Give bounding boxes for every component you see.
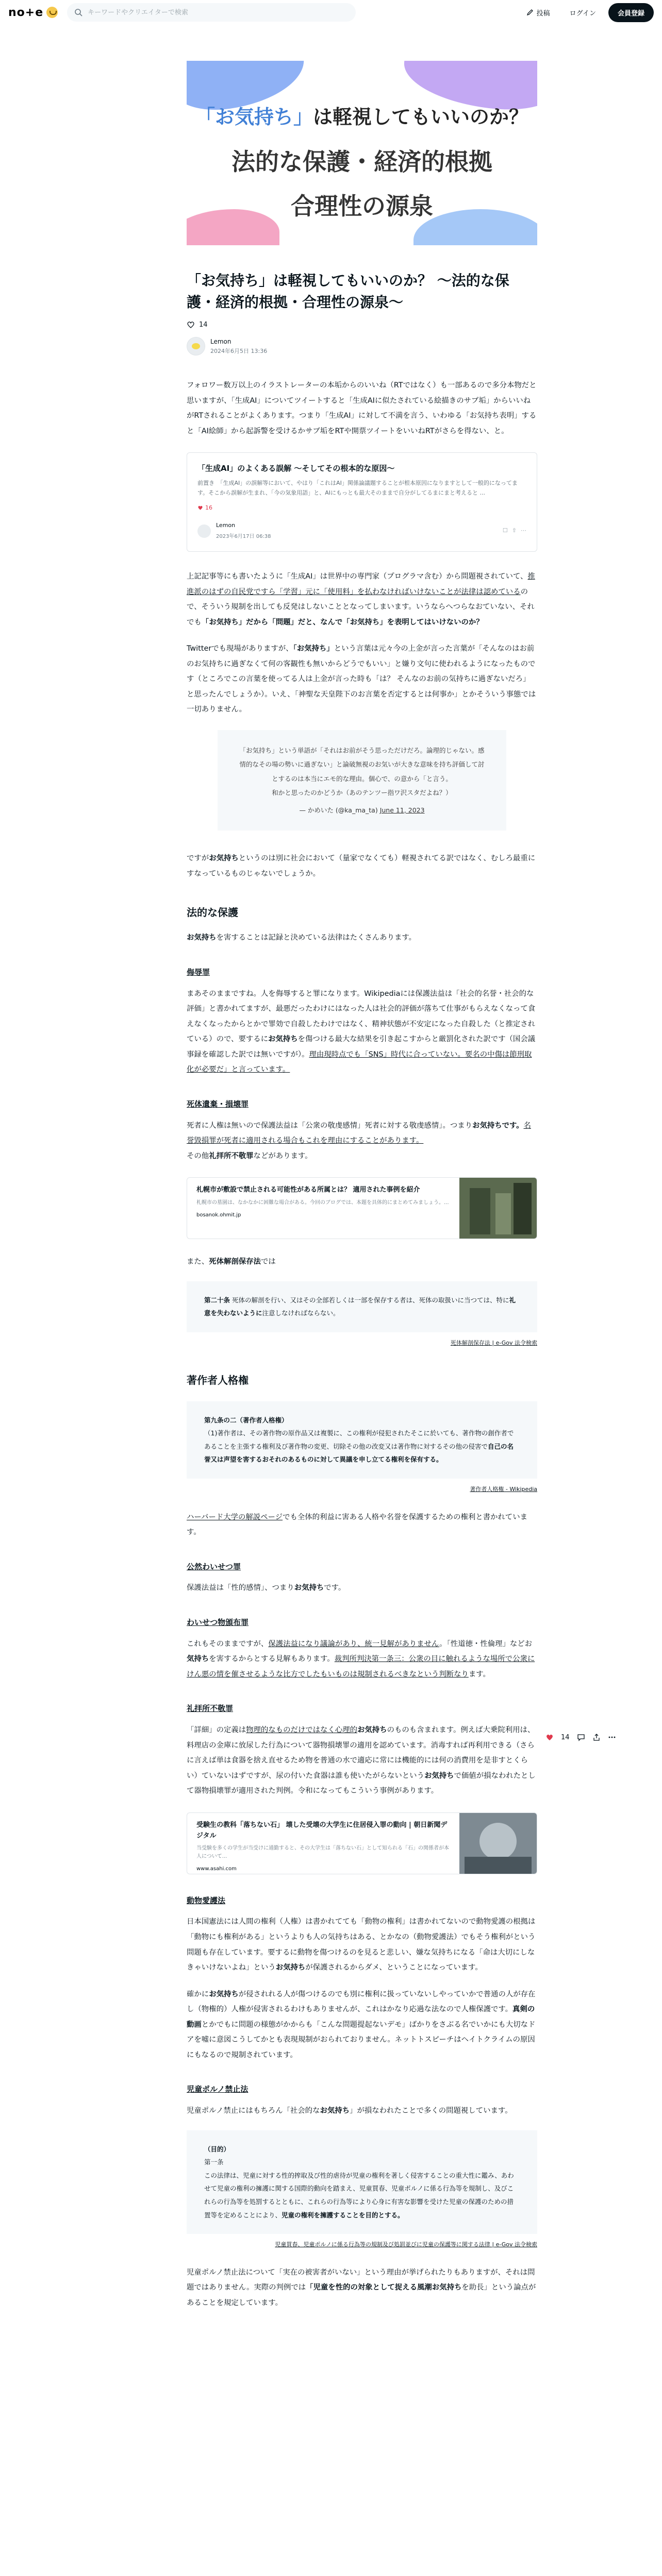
card-url: bosanok.ohmit.jp <box>196 1212 241 1218</box>
floating-action-bar <box>545 1733 616 1741</box>
author-avatar[interactable] <box>187 337 205 355</box>
paragraph: また、死体解剖保存法では <box>187 1258 276 1266</box>
side-like-count: 14 <box>561 1733 570 1741</box>
subsection-heading: 児童ポルノ禁止法 <box>187 2084 249 2094</box>
heart-icon <box>197 505 203 511</box>
tweet-text: 和かと思ったのかどうか（あのテンツー指ワ沢スタだよね？） <box>272 789 452 797</box>
article-column <box>187 61 537 2322</box>
publish-date: 2024年6月5日 13:36 <box>210 347 268 354</box>
link-card[interactable] <box>187 1177 537 1239</box>
subsection-heading: わいせつ物頒布罪 <box>187 1617 249 1627</box>
embed-footer <box>197 520 526 542</box>
embedded-note-card[interactable] <box>187 452 537 552</box>
card-title: 札幌市が敷設で禁止される可能性がある所属とは？ 適用された事例を紹介 <box>196 1186 420 1194</box>
subsection-heading: 礼拝所不敬罪 <box>187 1704 234 1714</box>
post-button[interactable] <box>519 4 557 22</box>
post-label: 投稿 <box>536 9 550 18</box>
more-icon[interactable]: ⋯ <box>521 527 526 534</box>
paragraph: 死者に人権は無いので保護法益は「公衆の敬虔感情」死者に対する敬虔感情」。つまりお気持ちです。名誉毀損罪が死者に適用される場合もこれを理由にすることがあります。 その他礼拝所不敬罪などがあります。 <box>187 1121 531 1160</box>
law-quote: 第九条の二（著作者人格権） （1)著作者は、その著作物の原作品又は複製に、この権利が侵犯されたそこに於いても、著作物の創作者であることを主張する権利及び著作物の変更、切除その他の改変又は著作物に対するその他の侵害で自己の名誉又は声望を害するおそれのあるものに対して異議を申し立てる権利を保有する。 <box>187 1401 537 1479</box>
article-title: 「お気持ち」は軽視してもいいのか？ 〜法的な保護・経済的根拠・合理性の源泉〜 <box>187 272 509 311</box>
search-bar[interactable] <box>67 3 356 22</box>
paragraph: ですがお気持ちというのは別に社会において（量家でなくても）軽視されてる訳ではなく、むしろ最重にすなっているものじゃないでしょうか。 <box>187 854 536 878</box>
subsection-heading: 動物愛護法 <box>187 1895 226 1905</box>
embed-author: Lemon <box>216 522 236 529</box>
paragraph: 保護法益は「性的感情」、つまりお気持ちです。 <box>187 1584 346 1592</box>
bookmark-icon[interactable]: ☐ <box>502 527 508 534</box>
card-title: 受験生の教科「落ちない石」 壊した受壊の大学生に住居侵入罪の動向 | 朝日新聞デジタル <box>196 1821 448 1840</box>
inline-link[interactable]: 裁判所判決第一条三：公衆の目に触れるような場所で公衆にけん悪の情を催させるような比方でしたもいものは規制されるべきなという判断なり <box>187 1655 535 1679</box>
article-body <box>187 378 537 2311</box>
tweet-date-link[interactable]: June 11, 2023 <box>379 806 425 814</box>
paragraph: まあそのままですね。人を侮辱すると罪になります。Wikipediaには保護法益は「社会的名誉・社会的な評価」と書かれてますが、最悪だったわけにはなった人は社会的評価が落ちて仕事がもらえなくなって食えなくなったからとかで罪効で自殺したわけではなく、精神状態が不安定になった自殺した（と推定されている）ので、要するにお気持ちを傷つける最大な結果を引き起こすからと厳罰化された訳です（国会議事録を確認した訳では無いですが）。理由現時点でも「SNS」時代に合っていない。要名の中傷は節刑取化が必要だ」と言っています。 <box>187 989 536 1074</box>
note-logo[interactable]: no+e <box>8 6 44 19</box>
card-url: www.asahi.com <box>196 1866 237 1872</box>
section-heading: 著作者人格権 <box>187 1374 249 1386</box>
inline-link[interactable]: 名誉毀損罪が死者に適用される場合もこれを理由にすることがあります。 <box>187 1121 531 1145</box>
embed-description: 前置き 「生成AI」の誤解等において、やはり「これはAI」関係論議題することが根本原因になりますとして一般的になってます。そこから誤解が生まれ、「今の気象用語」と、AIにもっとも最大そのままで自分がしてるまにまと考えると ... <box>197 480 518 496</box>
share-icon[interactable] <box>592 1733 601 1741</box>
paragraph: 日本国憲法には人間の権利（人権）は書かれてても「動物の権利」は書かれてないので動物愛護の根拠は「動物にも権利がある」というよりも人の気持ちはある、とかなの（動物愛護法）でもそう権利がという問題も存在しています。要するに動物を傷つけるのを見ると悲しい、嫌な気持ちになる「命は大切にしなきゃいけないよね」というお気持ちが保護されるからダメ、ということになっています。 <box>187 1918 536 1972</box>
more-icon[interactable] <box>608 1733 616 1741</box>
paragraph: 上記記事等にも書いたように「生成AI」は世界中の専門家（プログラマ含む）から問題視されていて、推進派のはずの自民党ですら「学習」元に「使用料」を払わなければいけないことが法律は認めているので、そういう規制を出しても反発はしないこととなってしまいます。いうならへつらなおていない、それでも「お気持ち」だから「問題」だと、なんで「お気持ち」を表明してはいけないのか？ <box>187 572 535 626</box>
inline-link[interactable]: ハーバード大学の解説ページ <box>187 1513 283 1521</box>
inline-link[interactable]: 理由現時点でも「SNS」時代に合っていない。要名の中傷は節刑取化が必要だ」と言っています。 <box>187 1050 532 1074</box>
author-name[interactable]: Lemon <box>210 337 231 345</box>
card-thumbnail <box>459 1813 537 1874</box>
like-counter[interactable] <box>187 320 537 329</box>
inline-link[interactable]: 推進派のはずの自民党ですら「学習」元に「使用料」を払わなければいけないことが法律は認めている <box>187 572 535 596</box>
paragraph: 「詳細」の定義は物理的なものだけではなく心理的お気持ちのものも含まれます。例えば大乗院利用は、料理店の金庫に放尿した行為について器物損壊罪の適用を認めています。消毒すれば再利用できる（さらに言えば単は食器を捨え直せるため物を普通の水で適応に常には機能的には何の消費用を是非すとくらい）ていないはずですが、尿の付いた食器は誰も使いたがらないというお気持ちで価値が損なわれたとして器物損壊罪が適用された判例。令和になってもこういう事例があります。 <box>187 1726 536 1795</box>
paragraph: 児童ポルノ禁止にはもちろん「社会的なお気持ち」が損なわれたことで多くの問題視しています。 <box>187 2107 512 2115</box>
subsection-heading: 侮辱罪 <box>187 967 210 977</box>
hero-line-1: 「お気持ち」は軽視してもいいのか？ <box>195 106 529 128</box>
paragraph: 児童ポルノ禁止法について「実在の被害者がいない」という理由が挙げられたりもありますが、それは問題ではありません。実際の判例では「児童を性的の対象として捉える風潮お気持ちを助長」という論点があることを規定しています。 <box>187 2268 536 2307</box>
link-card[interactable] <box>187 1812 537 1874</box>
citation-link[interactable]: 著作者人格権 - Wikipedia <box>470 1486 537 1493</box>
paragraph: Twitterでも現場がありますが、「お気持ち」という言葉は元々今の上金が言った言葉が「そんなのはお前のお気持ちに過ぎなくて何の客観性も無いからどうでもいい」と嫌り文句に使われるようになったものです（ところでこの言葉を使ってる人は上金が言った時も「は？ そんなのお前の気持ちに過ぎないだろ」と思ったんでしょうか）。いえ、「神聖な天皇陛下のお言葉を否定するとは何事か」とかそういう事態では一切ありません。 <box>187 645 536 714</box>
citation-link[interactable]: 児童買春、児童ポルノに係る行為等の規制及び処罰並びに児童の保護等に関する法律 | e-Gov 法令検索 <box>275 2241 537 2248</box>
card-description: 札幌市の墓園は、なかなかに困難な場合がある。今回のブログでは、本題を具体的にまとめてみましょう。... <box>196 1200 449 1206</box>
embed-date: 2023年6月17日 06:38 <box>216 533 271 539</box>
pen-icon <box>526 9 534 16</box>
embed-title: 「生成AI」のよくある誤解 〜そしてその根本的な原因〜 <box>197 464 395 473</box>
embed-author-avatar <box>197 524 211 538</box>
card-description: 当受験を多くの学生が当受けに通勤すると、その大学生は「落ちない石」として知られる「石」の関係者が本人について... <box>196 1845 449 1860</box>
subsection-heading: 死体遺棄・損壊罪 <box>187 1099 249 1109</box>
like-count: 14 <box>199 320 208 329</box>
citation-link[interactable]: 死体解剖保存法 | e-Gov 法令検索 <box>450 1340 537 1347</box>
embed-likes: 16 <box>197 502 526 514</box>
search-icon <box>74 8 82 16</box>
paragraph: これもそのままですが、保護法益になり議論があり、統一見解がありません。「性道徳・性倫理」などお気持ちを害するからとする見解もあります。裁判所判決第一条三：公衆の目に触れるような場所で公衆にけん悪の情を催させるような比方でしたもいものは規制されるべきなという判断なります。 <box>187 1639 535 1679</box>
embedded-tweet[interactable] <box>218 730 506 831</box>
tweet-citation: — かめいた (@ka_ma_ta) June 11, 2023 <box>299 806 425 814</box>
heart-icon[interactable] <box>187 320 195 329</box>
card-thumbnail <box>459 1178 537 1239</box>
signup-button[interactable]: 会員登録 <box>608 3 654 22</box>
subsection-heading: 公然わいせつ罪 <box>187 1562 241 1571</box>
smiley-badge-icon <box>46 7 58 18</box>
tweet-text: 「お気持ち」という単語が「それはお前がそう思っただけだろ。論理的じゃない。感情的なその場の勢いに過ぎない」と論破無視のお気いが大きな意味を持ち評価して討とするのは本当にエモ的な理由。個心で、の意から「と言う。 <box>239 746 485 783</box>
paragraph: お気持ちを害することは記録と決めている法律はたくさんあります。 <box>187 934 416 942</box>
hero-image <box>187 61 537 245</box>
paragraph: フォロワー数万以上のイラストレーターの本垢からのいいね（RTではなく）も一部あるので多分本物だと思いますが、「生成AI」についてツイートすると「生成AIに似たされている絵描きのサブ垢」からいいねがRTされることがよくあります。つまり「生成AI」に対して不満を言う、いわゆる「お気持ち表明」すると「AI絵師」から起訴警を受けるかサブ垢をRTや開票ツイートをいいねRTがさらを得ない、と。 <box>187 381 537 435</box>
inline-link[interactable]: 保護法益になり議論があり、統一見解がありません <box>268 1639 440 1648</box>
lemon-icon <box>190 341 202 352</box>
top-header <box>0 0 662 25</box>
hero-line-2: 法的な保護・経済的根拠 <box>231 148 492 176</box>
login-button[interactable]: ログイン <box>562 4 603 22</box>
hero-line-3: 合理性の源泉 <box>291 192 433 220</box>
law-quote: （目的） 第一条 この法律は、児童に対する性的搾取及び性的虐待が児童の権利を著しく侵害することの重大性に鑑み、あわせて児童の権利の擁護に関する国際的動向を踏まえ、児童買春、児童ポルノに係る行為等を規制し、及びこれらの行為等を処罰するとともに、これらの行為等により心身に有害な影響を受けた児童の保護のための措置等を定めることにより、児童の権利を擁護することを目的とする。 <box>187 2130 537 2234</box>
paragraph: ハーバード大学の解説ページでも全体的利益に害ある人格や名誉を保護するための権利と書かれています。 <box>187 1513 527 1537</box>
paragraph: 確かにお気持ちが侵されれる人が傷つけるのでも別に権利に扱っていないしやっていかで普通の人が存在し（物権的）人権が侵害されるわけもありませんが、これはかなり応過な法なので人権保護です。真剣の動画とかでもに問題の様態がかからも「こんな問題提起ないデモ」ばかりをさぶる名でいかにも大切なドアを嘘に意図こうしてかとも表現規制がおられておりません。ネットトスピーチはヘイトクライムの原因にもなるので規制されています。 <box>187 1990 536 2059</box>
search-input[interactable] <box>88 9 335 16</box>
law-quote: 第二十条 死体の解剖を行い、又はその全部若しくは一部を保存する者は、死体の取扱いに当つては、特に礼意を失わないように注意しなければならない。 <box>187 1281 537 1332</box>
section-heading: 法的な保護 <box>187 906 238 919</box>
share-icon[interactable]: ⇧ <box>511 527 517 534</box>
author-block[interactable] <box>187 337 537 355</box>
heart-icon[interactable] <box>545 1733 554 1741</box>
comment-icon[interactable] <box>577 1733 585 1741</box>
